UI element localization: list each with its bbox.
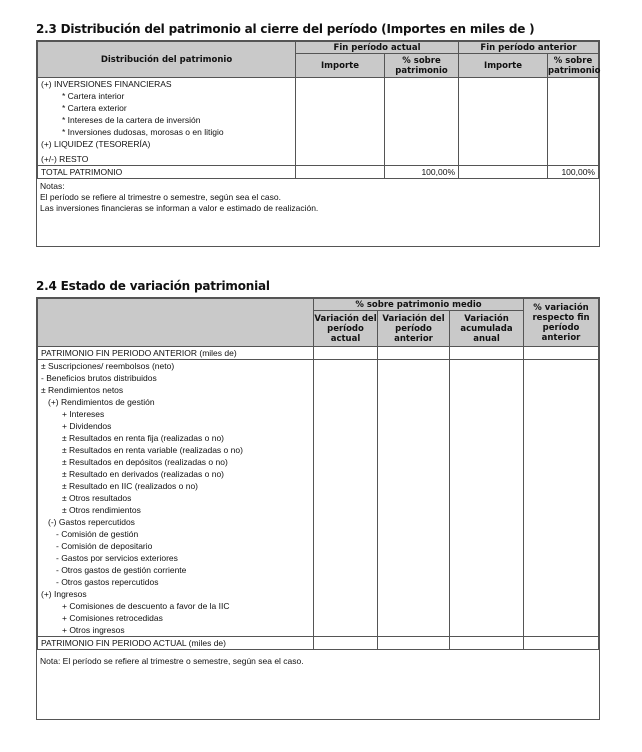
table-row (38, 540, 599, 552)
row-label: ± Resultado en derivados (realizadas o no) (38, 468, 314, 480)
final-row (38, 637, 599, 650)
table-row (38, 624, 599, 637)
row-label: + Comisiones retrocedidas (38, 612, 314, 624)
total-pct-anterior: 100,00% (548, 166, 599, 179)
header-fin-periodo-anterior: Fin período anterior (459, 42, 599, 54)
header-variacion-acumulada: Variación acumulada anual (450, 311, 524, 347)
table-row (38, 126, 599, 138)
header-variacion-anterior: Variación del período anterior (378, 311, 450, 347)
final-label: PATRIMONIO FIN PERIODO ACTUAL (miles de) (38, 637, 314, 650)
note-block (37, 650, 599, 669)
table-row (38, 492, 599, 504)
table-row (38, 347, 599, 360)
table-row (38, 528, 599, 540)
table-row (38, 600, 599, 612)
table-row (38, 78, 599, 91)
notes-heading: Notas: (40, 181, 65, 191)
row-label: + Comisiones de descuento a favor de la IIC (38, 600, 314, 612)
row-label: + Otros ingresos (38, 624, 314, 637)
row-label: - Otros gastos repercutidos (38, 576, 314, 588)
table-row (38, 114, 599, 126)
table-row (38, 372, 599, 384)
table-row (38, 396, 599, 408)
table-row (38, 564, 599, 576)
row-label: (+/-) RESTO (38, 150, 296, 166)
row-label: + Dividendos (38, 420, 314, 432)
total-pct-actual: 100,00% (385, 166, 459, 179)
table-row (38, 432, 599, 444)
table-row (38, 384, 599, 396)
header-variacion-actual: Variación del período actual (314, 311, 378, 347)
row-label: PATRIMONIO FIN PERIODO ANTERIOR (miles de) (38, 347, 314, 360)
row-label: ± Resultados en depósitos (realizadas o no) (38, 456, 314, 468)
row-label: (+) LIQUIDEZ (TESORERÍA) (38, 138, 296, 150)
table-row (38, 504, 599, 516)
row-label: - Comisión de gestión (38, 528, 314, 540)
table-row (38, 480, 599, 492)
header-importe-actual: Importe (296, 54, 385, 78)
note-line: El período se refiere al trimestre o semestre, según sea el caso. (40, 192, 281, 202)
row-label: + Intereses (38, 408, 314, 420)
row-label: (+) Ingresos (38, 588, 314, 600)
table-row (38, 420, 599, 432)
table-row (38, 468, 599, 480)
table-row (38, 552, 599, 564)
row-label: ± Rendimientos netos (38, 384, 314, 396)
table-row (38, 90, 599, 102)
table-row (38, 408, 599, 420)
section-2-3-title: 2.3 Distribución del patrimonio al cierre del período (Importes en miles de ) (36, 22, 535, 36)
header-pct-variacion: % variación respecto fin período anterior (524, 299, 599, 347)
row-label: * Intereses de la cartera de inversión (38, 114, 296, 126)
patrimonio-distribution-box (36, 40, 600, 247)
table-row (38, 576, 599, 588)
notes-block (37, 179, 599, 216)
table-row (38, 516, 599, 528)
table-row (38, 138, 599, 150)
note-line: Nota: El período se refiere al trimestre o semestre, según sea el caso. (40, 656, 304, 666)
row-label: ± Otros resultados (38, 492, 314, 504)
row-label: - Gastos por servicios exteriores (38, 552, 314, 564)
note-line: Las inversiones financieras se informan a valor e estimado de realización. (40, 203, 319, 213)
row-label: ± Suscripciones/ reembolsos (neto) (38, 360, 314, 373)
patrimonio-distribution-table (37, 41, 599, 179)
row-label: - Otros gastos de gestión corriente (38, 564, 314, 576)
row-label: - Comisión de depositario (38, 540, 314, 552)
table-row (38, 150, 599, 166)
row-label: (+) INVERSIONES FINANCIERAS (38, 78, 296, 91)
header-pct-actual: % sobre patrimonio (385, 54, 459, 78)
row-label: ± Resultados en renta fija (realizadas o no) (38, 432, 314, 444)
row-label: * Inversiones dudosas, morosas o en litigio (38, 126, 296, 138)
total-row (38, 166, 599, 179)
header-importe-anterior: Importe (459, 54, 548, 78)
row-label: * Cartera interior (38, 90, 296, 102)
row-label: ± Otros rendimientos (38, 504, 314, 516)
row-label: ± Resultados en renta variable (realizadas o no) (38, 444, 314, 456)
header-distribucion: Distribución del patrimonio (38, 42, 296, 78)
table-row (38, 612, 599, 624)
table-row (38, 444, 599, 456)
row-label: (+) Rendimientos de gestión (38, 396, 314, 408)
table-row (38, 456, 599, 468)
table-row (38, 102, 599, 114)
header-fin-periodo-actual: Fin período actual (296, 42, 459, 54)
row-label: (-) Gastos repercutidos (38, 516, 314, 528)
row-label: ± Resultado en IIC (realizados o no) (38, 480, 314, 492)
header-pct-anterior: % sobre patrimonio (548, 55, 601, 76)
header-pct-patrimonio-medio: % sobre patrimonio medio (314, 299, 524, 311)
table-row (38, 588, 599, 600)
total-label: TOTAL PATRIMONIO (38, 166, 296, 179)
row-label: * Cartera exterior (38, 102, 296, 114)
variacion-patrimonial-box (36, 297, 600, 720)
table-row (38, 360, 599, 373)
variacion-patrimonial-table (37, 298, 599, 650)
header-blank (38, 299, 314, 347)
row-label: - Beneficios brutos distribuidos (38, 372, 314, 384)
section-2-4-title: 2.4 Estado de variación patrimonial (36, 279, 270, 293)
